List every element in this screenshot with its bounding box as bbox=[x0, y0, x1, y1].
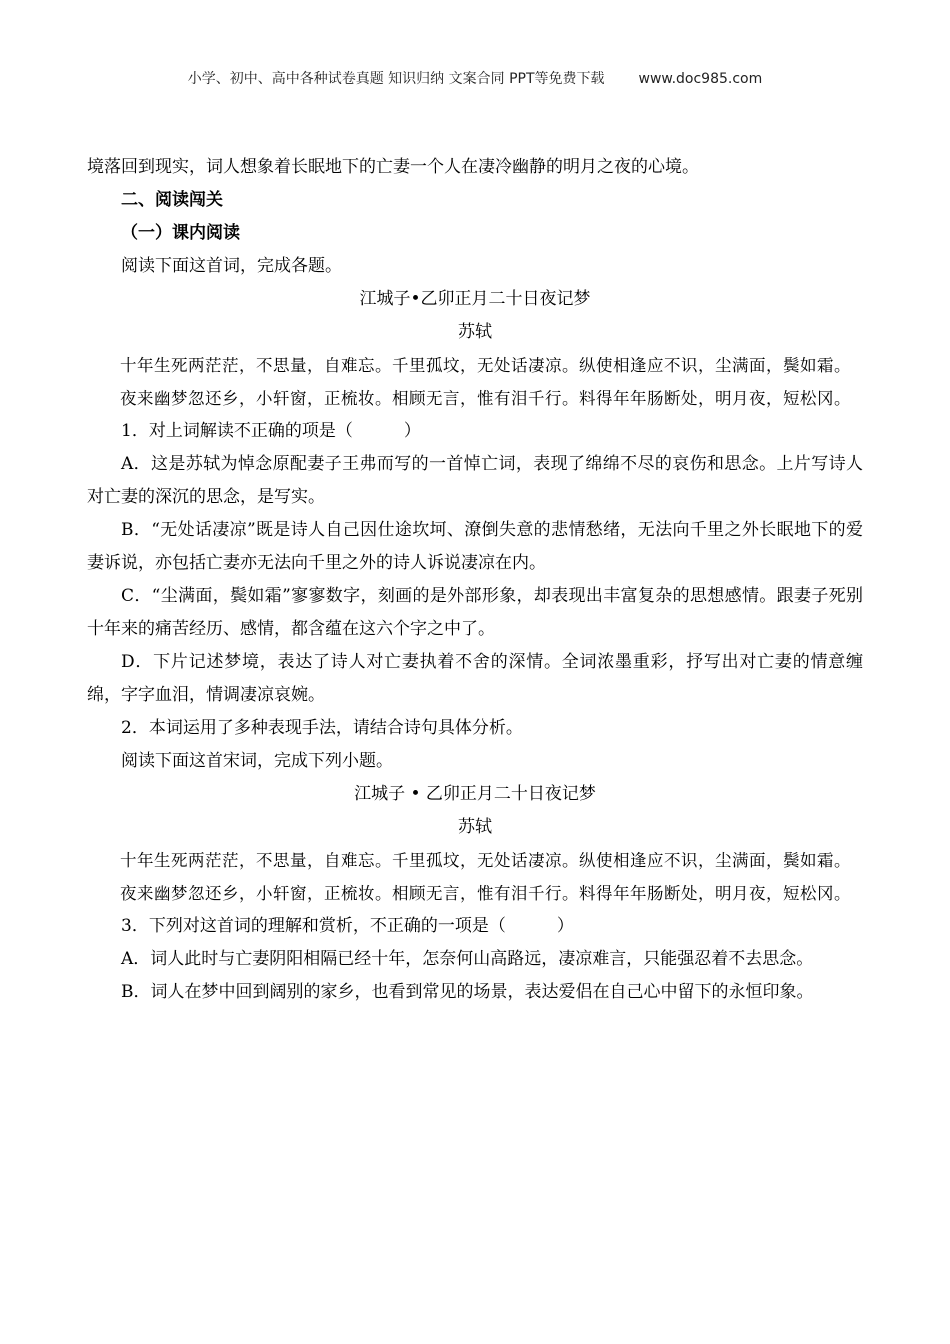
part2-stanza1: 十年生死两茫茫，不思量，自难忘。千里孤坟，无处话凄凉。纵使相逢应不识，尘满面，鬓如霜。 bbox=[120, 851, 851, 870]
part2-poem-title: 江城子 • 乙卯正月二十日夜记梦 bbox=[354, 784, 596, 804]
question-2: 2．本词运用了多种表现手法，请结合诗句具体分析。 bbox=[121, 718, 523, 738]
part1-instruction: 阅读下面这首词，完成各题。 bbox=[121, 256, 342, 276]
question-3-option-a: A．词人此时与亡妻阴阳相隔已经十年，怎奈何山高路远，凄凉难言，只能强忍着不去思念。 bbox=[121, 949, 814, 969]
part2-stanza2: 夜来幽梦忽还乡，小轩窗，正梳妆。相顾无言，惟有泪千行。料得年年肠断处，明月夜，短松冈。 bbox=[120, 884, 851, 903]
question-1-option-b: B．“无处话凄凉”既是诗人自己因仕途坎坷、潦倒失意的悲情愁绪，无法向千里之外长眠地下的爱妻诉说，亦包括亡妻亦无法向千里之外的诗人诉说凄凉在内。 bbox=[87, 520, 863, 573]
subsection-title: （一）课内阅读 bbox=[121, 223, 240, 243]
document-body bbox=[87, 151, 863, 1009]
question-1-option-c: C．“尘满面，鬓如霜”寥寥数字，刻画的是外部形象，却表现出丰富复杂的思想感情。跟妻子死别十年来的痛苦经历、感情，都含蕴在这六个字之中了。 bbox=[87, 586, 863, 639]
header-text: 小学、初中、高中各种试卷真题 知识归纳 文案合同 PPT等免费下载 bbox=[187, 71, 605, 87]
part1-stanza1: 十年生死两茫茫，不思量，自难忘。千里孤坟，无处话凄凉。纵使相逢应不识，尘满面，鬓如霜。 bbox=[120, 356, 851, 375]
part1-author: 苏轼 bbox=[458, 322, 492, 342]
part2-instruction: 阅读下面这首宋词，完成下列小题。 bbox=[121, 751, 393, 771]
header-site: www.doc985.com bbox=[638, 71, 763, 87]
question-1-option-a: A．这是苏轼为悼念原配妻子王弗而写的一首悼亡词，表现了绵绵不尽的哀伤和思念。上片写诗人对亡妻的深沉的思念，是写实。 bbox=[87, 454, 863, 507]
part1-poem-title: 江城子•乙卯正月二十日夜记梦 bbox=[359, 289, 591, 309]
section-title: 二、阅读闯关 bbox=[121, 190, 223, 210]
question-3: 3．下列对这首词的理解和赏析，不正确的一项是（ ） bbox=[121, 916, 574, 936]
part1-stanza2: 夜来幽梦忽还乡，小轩窗，正梳妆。相顾无言，惟有泪千行。料得年年肠断处，明月夜，短松冈。 bbox=[120, 389, 851, 408]
question-3-option-b: B．词人在梦中回到阔别的家乡，也看到常见的场景，表达爱侣在自己心中留下的永恒印象。 bbox=[121, 982, 814, 1002]
page-header bbox=[0, 68, 950, 88]
question-1: 1．对上词解读不正确的项是（ ） bbox=[121, 421, 421, 441]
part2-author: 苏轼 bbox=[458, 817, 492, 837]
intro-line: 境落回到现实，词人想象着长眠地下的亡妻一个人在凄冷幽静的明月之夜的心境。 bbox=[87, 157, 699, 177]
question-1-option-d: D．下片记述梦境，表达了诗人对亡妻执着不舍的深情。全词浓墨重彩，抒写出对亡妻的情意缠绵，字字血泪，情调凄凉哀婉。 bbox=[87, 652, 863, 705]
